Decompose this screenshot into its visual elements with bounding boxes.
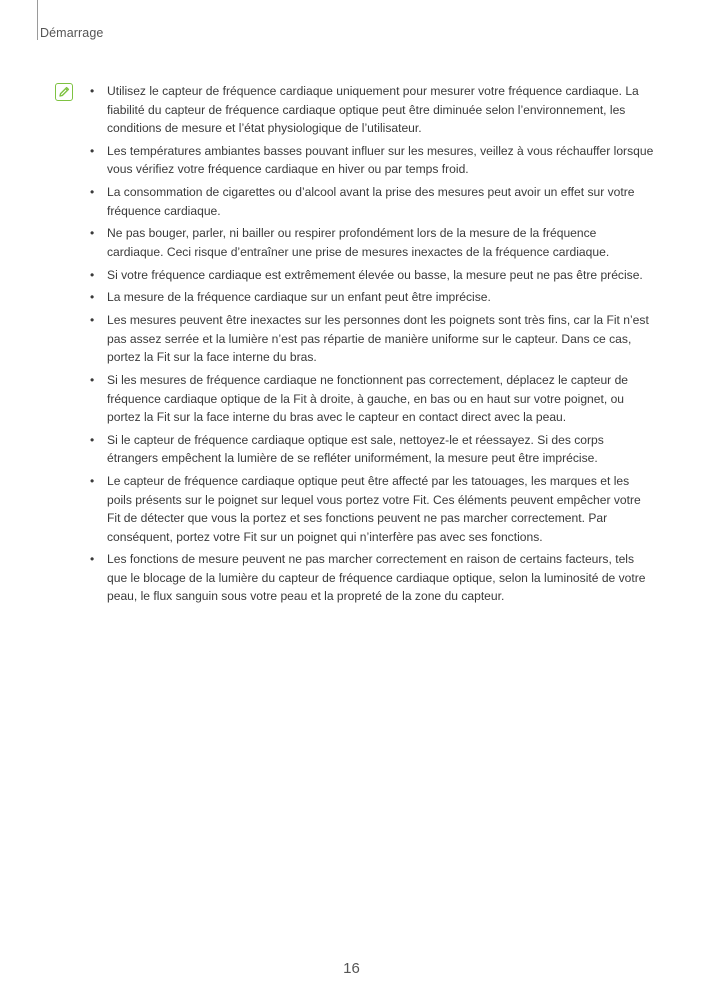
note-item-text: La mesure de la fréquence cardiaque sur un enfant peut être imprécise. — [107, 290, 491, 305]
note-item-text: Les fonctions de mesure peuvent ne pas marcher correctement en raison de certains facteurs, tels que le blocage de la lumière du capteur de fréquence cardiaque optique, selon la luminosité de votre peau, le flux sanguin sous votre peau et la propreté de la zone du capteur. — [107, 552, 646, 604]
note-item-text: Les températures ambiantes basses pouvant influer sur les mesures, veillez à vous réchauffer lorsque vous vérifiez votre fréquence cardiaque en hiver ou par temps froid. — [107, 143, 654, 177]
page-number: 16 — [343, 960, 360, 977]
header-divider — [37, 0, 38, 40]
bullet-icon: • — [90, 474, 95, 489]
bullet-icon: • — [90, 185, 95, 200]
note-item — [90, 82, 655, 138]
bullet-icon: • — [90, 552, 95, 567]
note-pencil-icon — [55, 83, 73, 101]
bullet-icon: • — [90, 226, 95, 241]
note-item — [90, 311, 655, 367]
note-item — [90, 142, 655, 179]
note-item — [90, 224, 655, 261]
bullet-icon: • — [90, 432, 95, 447]
bullet-icon: • — [90, 373, 95, 388]
note-item-text: Les mesures peuvent être inexactes sur les personnes dont les poignets sont très fins, car la Fit n’est pas assez serrée et la lumière n’est pas répartie de manière uniforme sur le capteur. Dans ce cas, portez la Fit sur la face interne du bras. — [107, 313, 649, 365]
note-item — [90, 183, 655, 220]
note-item — [90, 431, 655, 468]
note-item-text: Si le capteur de fréquence cardiaque optique est sale, nettoyez-le et réessayez. Si des corps étrangers empêchent la lumière de se refléter uniformément, la mesure peut être imprécise. — [107, 432, 604, 466]
section-title: Démarrage — [40, 26, 104, 40]
note-item — [90, 550, 655, 606]
note-item-text: Si votre fréquence cardiaque est extrêmement élevée ou basse, la mesure peut ne pas être précise. — [107, 267, 643, 282]
note-item-text: Utilisez le capteur de fréquence cardiaque uniquement pour mesurer votre fréquence cardiaque. La fiabilité du capteur de fréquence cardiaque optique peut être diminuée selon l’environnement, les conditions de mesure et l’état physiologique de l’utilisateur. — [107, 84, 639, 135]
note-item-text: Ne pas bouger, parler, ni bailler ou respirer profondément lors de la mesure de la fréquence cardiaque. Ceci risque d’entraîner une prise de mesures inexactes de la fréquence cardiaque. — [107, 226, 610, 259]
note-item — [90, 288, 655, 307]
note-list — [90, 82, 655, 610]
note-item — [90, 472, 655, 546]
bullet-icon: • — [90, 267, 95, 282]
bullet-icon: • — [90, 290, 95, 305]
note-item-text: La consommation de cigarettes ou d’alcool avant la prise des mesures peut avoir un effet sur votre fréquence cardiaque. — [107, 185, 635, 218]
note-item — [90, 371, 655, 427]
bullet-icon: • — [90, 143, 95, 158]
bullet-icon: • — [90, 313, 95, 328]
bullet-icon: • — [90, 84, 95, 98]
note-item-text: Le capteur de fréquence cardiaque optique peut être affecté par les tatouages, les marques et les poils présents sur le poignet sur lequel vous portez votre Fit. Ces éléments peuvent empêcher votre Fit de détecter que vous la portez et ses fonctions peuvent ne pas marcher correctement. Par conséquent, portez votre Fit sur un poignet qui n’interfère pas avec ses fonctions. — [107, 474, 641, 544]
note-item — [90, 266, 655, 285]
note-item-text: Si les mesures de fréquence cardiaque ne fonctionnent pas correctement, déplacez le capteur de fréquence cardiaque optique de la Fit à droite, à gauche, en bas ou en haut sur votre poignet, ou portez la Fit sur la face interne du bras avec le capteur en contact direct avec la peau. — [107, 373, 629, 425]
